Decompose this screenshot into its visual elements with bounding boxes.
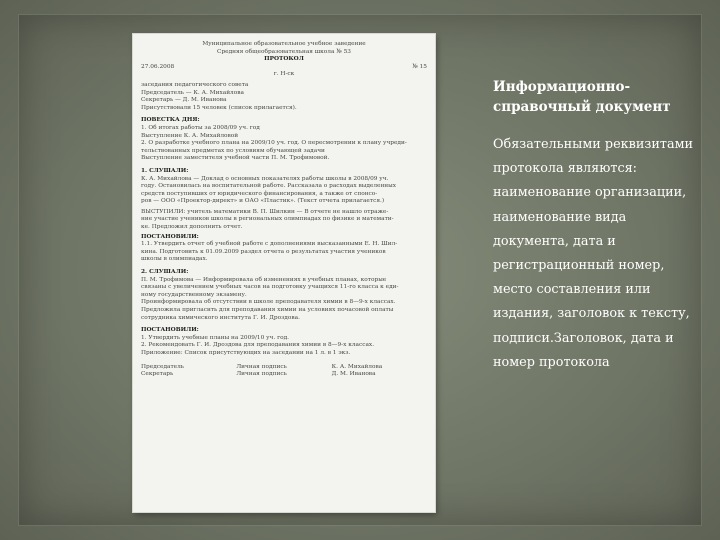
- doc-heard-1a: К. А. Михайлова — Доклад о основных показателях работы школы в 2008/09 уч.: [141, 175, 389, 182]
- doc-spoke-1c: ке. Предложил дополнить отчет.: [141, 224, 243, 231]
- protocol-document-content: [141, 41, 427, 379]
- doc-heard-2a: П. М. Трофимова — Информировала об изменениях в учебных планах, которые: [141, 276, 387, 283]
- doc-resolved-2c: Приложение: Список присутствующих на заседании на 1 л. в 1 экз.: [141, 349, 351, 356]
- doc-resolved-1c: школы в олимпиадах.: [141, 256, 208, 263]
- doc-agenda-1: 1. Об итогах работы за 2008/09 уч. год: [141, 124, 260, 131]
- slide-body-text: Обязательными реквизитами протокола являются: наименование организации, наименование вида документа, дата и регистрационный номер, место составления или издания, заголовок к тексту, подписи.Заголовок, дата и номер протокола: [493, 137, 694, 370]
- doc-org-line-1: Муниципальное образовательное учебное заведение: [202, 41, 366, 47]
- doc-signature-secretary: [141, 371, 427, 379]
- doc-resolved-1a: 1.1. Утвердить отчет об учебной работе с дополнениями высказанными Е. Н. Шил-: [141, 241, 398, 248]
- doc-resolved-2a: 1. Утвердить учебные планы на 2009/10 уч. год.: [141, 334, 290, 341]
- doc-type: ПРОТОКОЛ: [264, 56, 304, 63]
- doc-resolved-1b: кина. Подготовить к 01.09.2009 раздел отчета о результатах участия учеников: [141, 248, 386, 255]
- doc-org-line-2: Средняя общеобразовательная школа № 53: [217, 48, 351, 55]
- doc-agenda-2b: тельствованных предметах по условиям обучающей задачи: [141, 147, 325, 154]
- doc-heard-2b: связаны с увеличением учебных часов на подготовку учащихся 11-го класса к еди-: [141, 284, 399, 291]
- doc-heard-1c: средств поступивших от юридического финансирования, а также от спонсо-: [141, 190, 378, 197]
- doc-number: № 15: [412, 63, 427, 70]
- doc-agenda-1-speaker: Выступление К. А. Михайловой: [141, 132, 239, 139]
- doc-agenda-2-speaker: Выступление заместителя учебной части П. М. Трофимовой.: [141, 155, 330, 162]
- doc-sig-sec-mark: Личная подпись: [236, 371, 287, 378]
- doc-spoke-1a: ВЫСТУПИЛИ: учитель математики В. П. Шилкин — В отчете не нашло отраже-: [141, 208, 389, 215]
- doc-heard-2f: сотрудника химического института Г. И. Дроздова.: [141, 314, 300, 321]
- doc-spoke-1b: ние участие учеников школы в региональных олимпиадах по физике и математи-: [141, 216, 394, 223]
- doc-heard-1d: ров — ООО «Проектор-директ» и ОАО «Пластик». (Текст отчета прилагается.): [141, 198, 385, 205]
- doc-sig-chair-role: Председатель: [141, 363, 184, 370]
- doc-agenda-2: 2. О разработке учебного плана на 2009/10 уч. год. О пересмотрении к плану учреди-: [141, 140, 407, 147]
- doc-date-number-row: [141, 64, 427, 72]
- doc-present: Присутствовали 15 человек (список прилагается).: [141, 104, 297, 111]
- doc-heard-2c: ному государственному экзамену.: [141, 291, 247, 298]
- doc-sig-chair-name: К. А. Михайлова: [331, 363, 383, 370]
- doc-date: 27.06.2008: [141, 63, 175, 70]
- doc-chair: Председатель — К. А. Михайлова: [141, 89, 244, 96]
- doc-sig-sec-name: Д. М. Иванова: [331, 371, 376, 378]
- doc-secretary: Секретарь — Д. М. Иванова: [141, 97, 227, 104]
- doc-heard-2-heading: 2. СЛУШАЛИ:: [141, 269, 189, 276]
- doc-heard-2d: Проинформировала об отсутствии в школе преподавателя химии в 8—9-х классах.: [141, 299, 396, 306]
- doc-meeting-line: заседания педагогического совета: [141, 81, 249, 88]
- slide-title: Информационно-справочный документ: [493, 79, 671, 115]
- doc-sig-sec-role: Секретарь: [141, 371, 174, 378]
- doc-place: г. Н-ск: [273, 71, 295, 78]
- protocol-document-image: [133, 34, 435, 512]
- doc-resolved-2b: 2. Рекомендовать Г. И. Дроздова для преподавания химии в 8—9-х классах.: [141, 342, 375, 349]
- doc-sig-chair-mark: Личная подпись: [236, 363, 287, 370]
- doc-agenda-heading: ПОВЕСТКА ДНЯ:: [141, 117, 200, 124]
- doc-heard-1b: году. Остановилась на воспитательной работе. Рассказала о расходах выделенных: [141, 183, 397, 190]
- doc-resolved-2-heading: ПОСТАНОВИЛИ:: [141, 327, 199, 334]
- doc-heard-2e: Предложила пригласить для преподавания химии на условиях почасовой оплаты: [141, 307, 394, 313]
- doc-resolved-1-heading: ПОСТАНОВИЛИ:: [141, 233, 199, 240]
- doc-heard-1-heading: 1. СЛУШАЛИ:: [141, 167, 189, 174]
- doc-signature-chair: [141, 364, 427, 372]
